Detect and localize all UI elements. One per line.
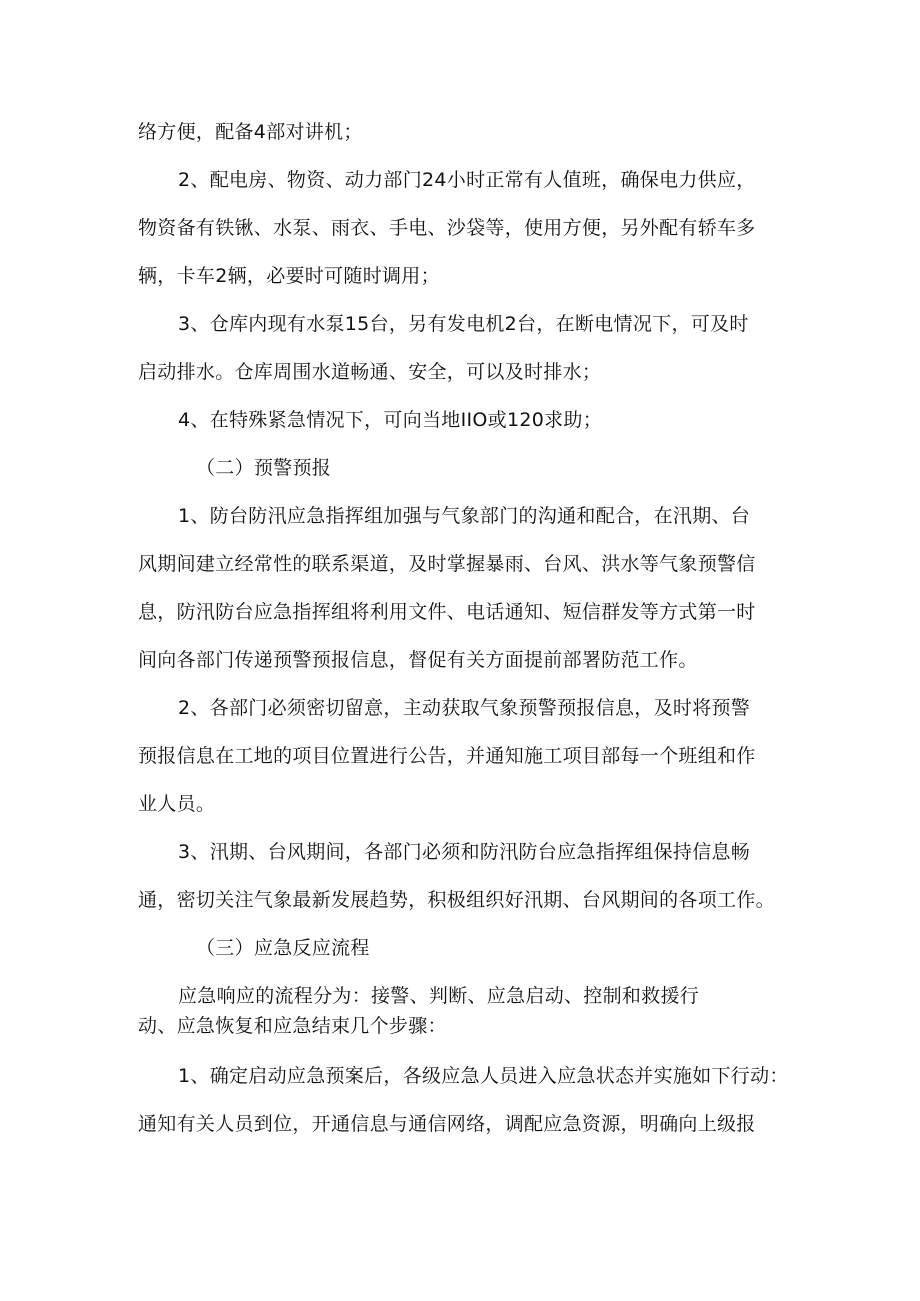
body-line: 通知有关人员到位，开通信息与通信网络，调配应急资源，明确向上级报: [138, 1113, 756, 1135]
section-heading: （二）预警预报: [196, 457, 332, 479]
body-line: 通，密切关注气象最新发展趋势，积极组织好汛期、台风期间的各项工作。: [138, 889, 775, 911]
body-line: 辆，卡车2辆，必要时可随时调用；: [138, 265, 440, 287]
list-item-line: 2、配电房、物资、动力部门24小时正常有人值班，确保电力供应，: [178, 169, 756, 191]
body-line: 预报信息在工地的项目位置进行公告，并通知施工项目部每一个班组和作: [138, 745, 756, 767]
list-item-line: 1、防台防汛应急指挥组加强与气象部门的沟通和配合，在汛期、台: [178, 505, 751, 527]
list-item-line: 1、确定启动应急预案后，各级应急人员进入应急状态并实施如下行动：: [178, 1065, 789, 1087]
body-line: 启动排水。仓库周围水道畅通、安全，可以及时排水；: [138, 361, 602, 383]
list-item-line: 4、在特殊紧急情况下，可向当地IIO或120求助；: [178, 409, 603, 431]
body-line: 络方便，配备4部对讲机；: [138, 121, 363, 143]
list-item-line: 3、仓库内现有水泵15台，另有发电机2台，在断电情况下，可及时: [178, 313, 749, 335]
section-heading: （三）应急反应流程: [196, 937, 370, 959]
body-line: 物资备有铁锹、水泵、雨衣、手电、沙袋等，使用方便，另外配有轿车多: [138, 217, 756, 239]
list-item-line: 3、汛期、台风期间，各部门必须和防汛防台应急指挥组保持信息畅: [178, 841, 751, 863]
body-line: 动、应急恢复和应急结束几个步骤：: [138, 1015, 447, 1037]
body-line: 业人员。: [138, 793, 216, 815]
body-line: 风期间建立经常性的联系渠道，及时掌握暴雨、台风、洪水等气象预警信: [138, 553, 756, 575]
body-line: 应急响应的流程分为：接警、判断、应急启动、控制和救援行: [178, 985, 700, 1007]
list-item-line: 2、各部门必须密切留意，主动获取气象预警预报信息，及时将预警: [178, 697, 751, 719]
body-line: 间向各部门传递预警预报信息，督促有关方面提前部署防范工作。: [138, 649, 698, 671]
body-line: 息，防汛防台应急指挥组将利用文件、电话通知、短信群发等方式第一时: [138, 601, 756, 623]
